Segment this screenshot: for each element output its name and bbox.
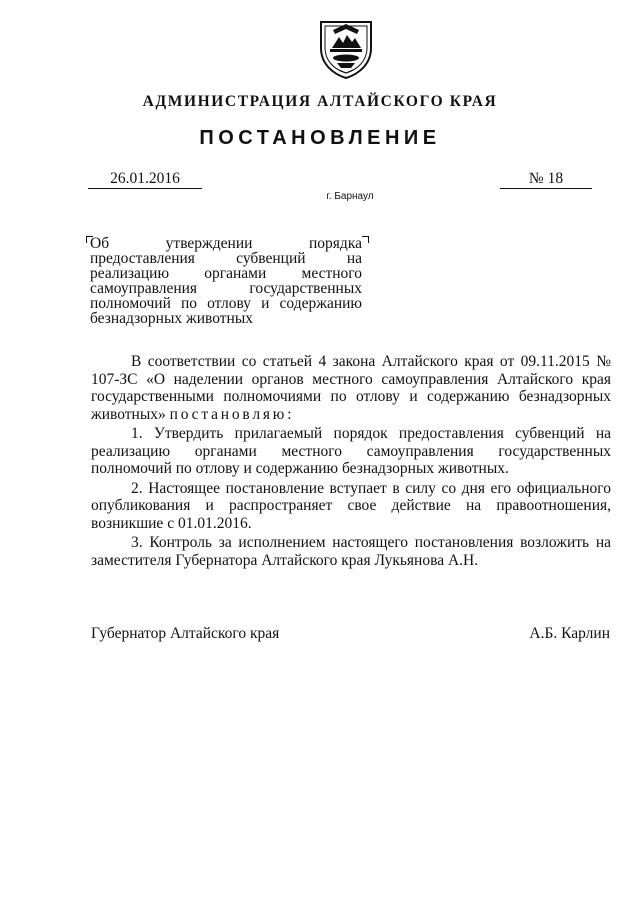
document-date: 26.01.2016 xyxy=(88,170,202,189)
decree-item-2: 2. Настоящее постановление вступает в силу со дня его официального опубликования и распространяет свое действие на правоотношения, возникшие с 01.01.2016. xyxy=(91,479,611,532)
preamble-text: В соответствии со статьей 4 закона Алтайского края от 09.11.2015 № 107-ЗС «О наделении органов местного самоуправления Алтайского края государственными полномочиями по отлову и содержанию безнадзорных животных» xyxy=(91,353,611,423)
decree-word: постановляю xyxy=(169,405,288,423)
coat-of-arms-icon xyxy=(317,18,375,80)
document-subject: Об утверждении порядка предоставления субвенций на реализацию органами местного самоуправления государственных полномочий по отлову и содержанию безнадзорных животных xyxy=(90,235,362,327)
signatory-position: Губернатор Алтайского края xyxy=(91,625,280,642)
document-type: ПОСТАНОВЛЕНИЕ xyxy=(199,127,441,149)
subject-bracket-right xyxy=(362,236,369,243)
decree-item-1: 1. Утвердить прилагаемый порядок предоставления субвенций на реализацию органами местного самоуправления государственных полномочий по отлову и содержанию безнадзорных животных. xyxy=(91,425,611,477)
preamble-colon: : xyxy=(287,405,292,423)
decree-item-3: 3. Контроль за исполнением настоящего постановления возложить на заместителя Губернатора Алтайского края Лукьянова А.Н. xyxy=(91,534,611,569)
issue-city: г. Барнаул xyxy=(326,191,374,202)
document-number: № 18 xyxy=(500,170,592,189)
document-body xyxy=(91,353,611,569)
signatory-name: А.Б. Карлин xyxy=(529,625,610,642)
preamble-paragraph xyxy=(91,353,611,423)
authority-title: АДМИНИСТРАЦИЯ АЛТАЙСКОГО КРАЯ xyxy=(142,93,498,110)
